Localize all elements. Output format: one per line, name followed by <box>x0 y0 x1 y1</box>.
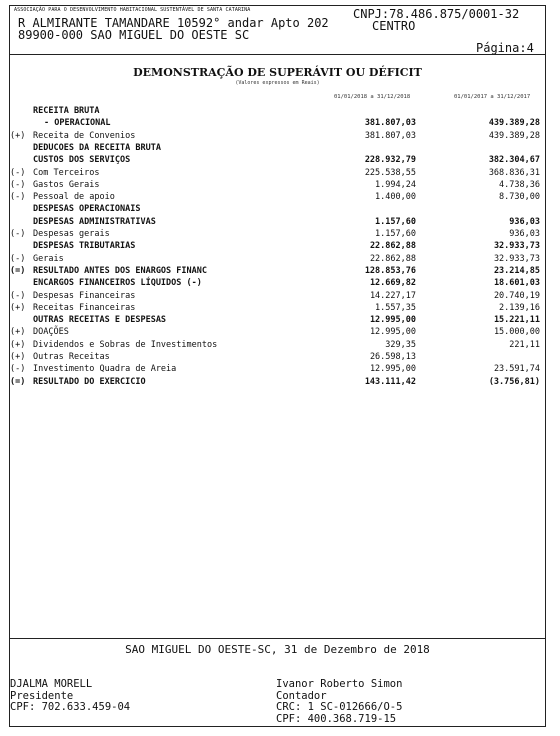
row-label: Dividendos e Sobras de Investimentos <box>33 339 218 350</box>
row-sign: (-) <box>10 192 26 203</box>
district: CENTRO <box>372 19 416 33</box>
row-sign: (-) <box>10 290 26 301</box>
row-label: RESULTADO ANTES DOS ENARGOS FINANC <box>33 265 207 276</box>
row-value-2017: 936,03 <box>509 229 540 239</box>
statement-row <box>10 106 545 118</box>
row-sign: (+) <box>10 130 26 141</box>
row-sign: (+) <box>10 339 26 350</box>
row-value-2017: (3.756,81) <box>488 376 540 387</box>
row-label: Despesas gerais <box>33 229 110 239</box>
row-value-2017: 15.000,00 <box>493 327 540 338</box>
accountant-cpf: CPF: 400.368.719-15 <box>276 712 397 725</box>
row-value-2017: 382.304,67 <box>488 155 540 166</box>
statement-row <box>10 204 545 216</box>
signature-left <box>10 679 130 714</box>
row-value-2018: 143.111,42 <box>364 376 416 387</box>
statement-row <box>10 254 545 266</box>
row-value-2017: 18.601,03 <box>493 278 540 289</box>
row-value-2017: 439.389,28 <box>488 130 540 141</box>
row-value-2018: 14.227,17 <box>369 290 416 301</box>
statement-row <box>10 291 545 303</box>
statement-row <box>10 155 545 167</box>
row-sign: (-) <box>10 229 26 239</box>
statement-row <box>10 241 545 253</box>
row-label: Pessoal de apoio <box>33 192 115 203</box>
statement-row <box>10 118 545 130</box>
row-label: Receitas Financeiras <box>33 302 136 313</box>
footer-divider <box>10 638 545 639</box>
row-label: ENCARGOS FINANCEIROS LÍQUIDOS (-) <box>33 278 202 289</box>
statement-row <box>10 315 545 327</box>
row-label: Gastos Gerais <box>33 179 100 190</box>
statement-row <box>10 180 545 192</box>
row-value-2018: 22.862,88 <box>369 241 416 252</box>
row-value-2017: 32.933,73 <box>493 253 540 264</box>
address-line-2: 89900-000 SAO MIGUEL DO OESTE SC <box>18 28 250 42</box>
row-value-2018: 12.995,00 <box>369 315 416 326</box>
place-date: SAO MIGUEL DO OESTE-SC, 31 de Dezembro de 2018 <box>125 643 430 656</box>
row-label: Investimento Quadra de Areia <box>33 364 177 375</box>
statement-row <box>10 168 545 180</box>
row-value-2017: 221,11 <box>509 339 540 350</box>
row-value-2018: 12.995,00 <box>369 364 416 375</box>
row-value-2018: 1.557,35 <box>375 302 416 313</box>
row-sign: (+) <box>10 302 26 313</box>
row-value-2018: 128.853,76 <box>364 265 416 276</box>
row-value-2018: 381.807,03 <box>364 118 416 129</box>
president-cpf: CPF: 702.633.459-04 <box>10 701 131 713</box>
row-value-2017: 15.221,11 <box>493 315 540 326</box>
row-label: DESPESAS TRIBUTARIAS <box>33 241 136 252</box>
row-value-2018: 1.994,24 <box>375 179 416 190</box>
row-label: Outras Receitas <box>33 352 110 362</box>
row-value-2018: 1.400,00 <box>375 192 416 203</box>
row-sign: (+) <box>10 352 26 362</box>
statement-row <box>10 352 545 364</box>
statement-row <box>10 131 545 143</box>
row-sign: (=) <box>10 376 26 387</box>
row-value-2017: 20.740,19 <box>493 290 540 301</box>
row-sign: (-) <box>10 167 26 178</box>
row-value-2018: 26.598,13 <box>369 352 416 362</box>
row-value-2017: 936,03 <box>509 216 540 227</box>
row-value-2017: 2.139,16 <box>499 302 540 313</box>
statement-row <box>10 340 545 352</box>
header-divider <box>10 54 545 55</box>
row-label: DESPESAS ADMINISTRATIVAS <box>33 216 156 227</box>
row-label: Receita de Convenios <box>33 130 136 141</box>
row-label: RESULTADO DO EXERCICIO <box>33 376 146 387</box>
row-value-2017: 368.836,31 <box>488 167 540 178</box>
signature-right <box>276 679 402 725</box>
report-title: DEMONSTRAÇÃO DE SUPERÁVIT OU DÉFICIT <box>133 66 422 79</box>
row-label: RECEITA BRUTA <box>33 106 100 116</box>
row-sign: (=) <box>10 265 26 276</box>
row-value-2018: 225.538,55 <box>364 167 416 178</box>
report-frame <box>9 5 546 727</box>
row-label: OUTRAS RECEITAS E DESPESAS <box>33 315 167 326</box>
report-subtitle: (Valores expressos em Reais) <box>235 80 320 86</box>
row-label: CUSTOS DOS SERVIÇOS <box>33 155 131 166</box>
statement-row <box>10 327 545 339</box>
row-value-2017: 23.214,85 <box>493 265 540 276</box>
row-label: Despesas Financeiras <box>33 290 136 301</box>
accountant-role: Contador <box>276 689 327 702</box>
row-value-2018: 228.932,79 <box>364 155 416 166</box>
statement-row <box>10 143 545 155</box>
statement-row <box>10 278 545 290</box>
address-line-1: R ALMIRANTE TAMANDARE 10592° andar Apto 202 <box>18 16 329 30</box>
president-role: Presidente <box>10 689 74 702</box>
period-header-2018: 01/01/2018 a 31/12/2018 <box>334 94 411 100</box>
statement-row <box>10 303 545 315</box>
row-sign: (-) <box>10 179 26 190</box>
row-label: DOAÇÕES <box>33 327 69 338</box>
row-value-2018: 381.807,03 <box>364 130 416 141</box>
statement-row <box>10 266 545 278</box>
row-value-2017: 23.591,74 <box>493 364 540 375</box>
statement-row <box>10 192 545 204</box>
statement-row <box>10 217 545 229</box>
row-value-2018: 1.157,60 <box>375 229 416 239</box>
row-value-2018: 12.995,00 <box>369 327 416 338</box>
row-value-2017: 4.738,36 <box>499 179 540 190</box>
row-label: DESPESAS OPERACIONAIS <box>33 204 141 215</box>
statement-row <box>10 229 545 241</box>
row-value-2018: 12.669,82 <box>369 278 416 289</box>
row-value-2018: 1.157,60 <box>375 216 416 227</box>
cnpj: CNPJ:78.486.875/0001-32 <box>353 7 520 21</box>
row-sign: (+) <box>10 327 26 338</box>
row-sign: (-) <box>10 364 26 375</box>
row-label: - OPERACIONAL <box>44 118 111 129</box>
row-value-2017: 8.730,00 <box>499 192 540 203</box>
row-value-2017: 439.389,28 <box>488 118 540 129</box>
accountant-crc: CRC: 1 SC-012666/O-5 <box>276 701 403 713</box>
row-value-2018: 22.862,88 <box>369 253 416 264</box>
statement-row <box>10 377 545 389</box>
statement-row <box>10 364 545 376</box>
president-name: DJALMA MORELL <box>10 678 93 690</box>
row-label: DEDUCOES DA RECEITA BRUTA <box>33 142 161 153</box>
period-header-2017: 01/01/2017 a 31/12/2017 <box>454 94 531 100</box>
row-label: Gerais <box>33 253 64 264</box>
entity-name: ASSOCIAÇÃO PARA O DESENVOLVIMENTO HABITACIONAL SUSTENTÁVEL DE SANTA CATARINA <box>14 7 251 13</box>
row-sign: (-) <box>10 253 26 264</box>
row-label: Com Terceiros <box>33 167 100 178</box>
row-value-2018: 329,35 <box>385 339 416 350</box>
accountant-name: Ivanor Roberto Simon <box>276 678 403 690</box>
page-number: Página:4 <box>476 41 534 55</box>
row-value-2017: 32.933,73 <box>493 241 540 252</box>
